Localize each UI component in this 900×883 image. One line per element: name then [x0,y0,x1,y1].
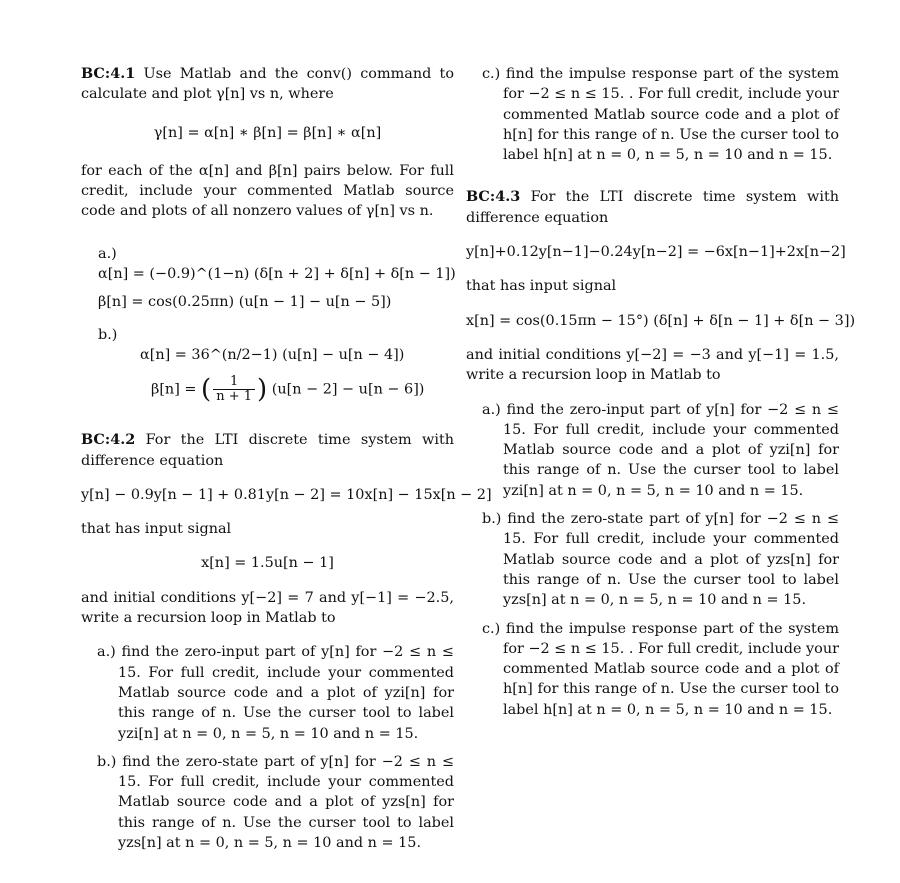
bc41-part-a-beta: β[n] = cos(0.25πn) (u[n − 1] − u[n − 5]) [98,294,392,311]
left-column [81,64,492,853]
bc41-instructions: for each of the α[n] and β[n] pairs below. For full credit, include your commented Matlab source code and plots of all nonzero values of γ[n] vs n. [81,162,454,220]
bc43-input-text: that has input signal [466,278,617,295]
bc41-intro-paragraph [81,64,454,105]
bc42-part-b: b.) find the zero-state part of y[n] for −2 ≤ n ≤ 15. For full credit, include your commented Matlab source code and a plot of yzs[n] for this range of n. Use the curser tool to label yzs[n] at n = 0, n = 5, n = 10 and n = 15. [97,753,454,852]
bc41-part-a-label: a.) [98,245,117,262]
bc43-intro: For the LTI discrete time system with difference equation [466,189,839,226]
bc42-difference-equation: y[n] − 0.9y[n − 1] + 0.81y[n − 2] = 10x[n] − 15x[n − 2] [81,486,492,503]
bc41-b-beta-lhs: β[n] = [151,381,197,398]
bc43-initial-conditions: and initial conditions y[−2] = −3 and y[−1] = 1.5, write a recursion loop in Matlab to [466,346,839,384]
bc43-difference-equation: y[n]+0.12y[n−1]−0.24y[n−2] = −6x[n−1]+2x[n−2] [466,244,846,261]
bc42-input-text: that has input signal [81,521,232,538]
right-paren: ) [257,374,268,405]
bc41-convolution-equation: γ[n] = α[n] ∗ β[n] = β[n] ∗ α[n] [153,124,382,141]
bc41-heading: BC:4.1 [81,65,136,82]
bc42-input-equation: x[n] = 1.5u[n − 1] [201,555,334,572]
bc41-part-b-beta [151,375,454,404]
fraction [213,375,255,404]
bc43-part-a: a.) find the zero-input part of y[n] for −2 ≤ n ≤ 15. For full credit, include your commented Matlab source code and a plot of yzi[n] for this range of n. Use the curser tool to label yzi[n] at n = 0, n = 5, n = 10 and n = 15. [482,401,839,499]
bc42-part-c: c.) find the impulse response part of the system for −2 ≤ n ≤ 15. . For full credit, include your commented Matlab source code and a plot of h[n] for this range of n. Use the curser tool to label h[n] at n = 0, n = 5, n = 10 and n = 15. [482,66,839,164]
bc43-part-b: b.) find the zero-state part of y[n] for −2 ≤ n ≤ 15. For full credit, include your commented Matlab source code and a plot of yzs[n] for this range of n. Use the curser tool to label yzs[n] at n = 0, n = 5, n = 10 and n = 15. [482,511,839,609]
bc41-b-beta-rhs: (u[n − 2] − u[n − 6]) [271,381,425,398]
bc41-part-a-alpha: α[n] = (−0.9)^(1−n) (δ[n + 2] + δ[n] + δ[n − 1]) [98,266,456,283]
bc42-heading: BC:4.2 [81,431,136,449]
right-column [466,64,856,720]
bc41-intro: Use Matlab and the conv() command to calculate and plot γ[n] vs n, where [81,66,454,103]
bc43-intro-paragraph [466,187,839,228]
bc43-input-equation: x[n] = cos(0.15πn − 15°) (δ[n] + δ[n − 1] + δ[n − 3]) [466,312,856,329]
left-paren: ( [201,374,212,405]
bc41-part-b-label: b.) [98,326,118,343]
bc42-intro: For the LTI discrete time system with difference equation [81,432,454,469]
bc41-part-b-alpha: α[n] = 36^(n/2−1) (u[n] − u[n − 4]) [140,346,405,363]
bc42-initial-conditions: and initial conditions y[−2] = 7 and y[−1] = −2.5, write a recursion loop in Matlab to [81,589,454,627]
bc43-heading: BC:4.3 [466,188,521,206]
bc42-part-a: a.) find the zero-input part of y[n] for −2 ≤ n ≤ 15. For full credit, include your commented Matlab source code and a plot of yzi[n] for this range of n. Use the curser tool to label yzi[n] at n = 0, n = 5, n = 10 and n = 15. [97,644,454,742]
bc42-intro-paragraph [81,430,454,471]
bc43-part-c: c.) find the impulse response part of the system for −2 ≤ n ≤ 15. . For full credit, include your commented Matlab source code and a plot of h[n] for this range of n. Use the curser tool to label h[n] at n = 0, n = 5, n = 10 and n = 15. [482,620,839,718]
fraction-denominator: n + 1 [216,389,252,405]
fraction-numerator: 1 [213,375,255,390]
